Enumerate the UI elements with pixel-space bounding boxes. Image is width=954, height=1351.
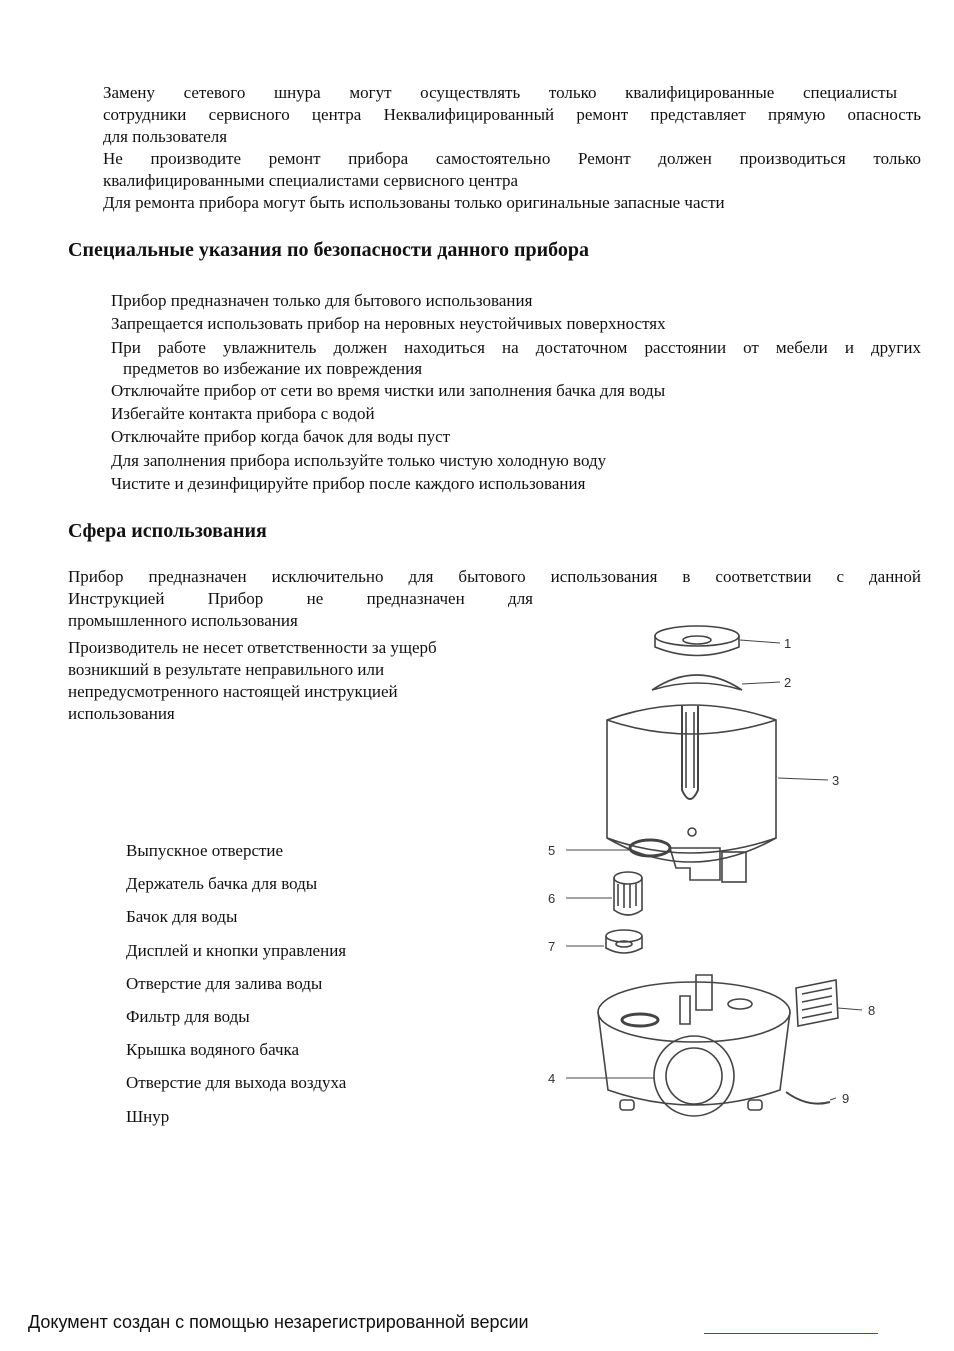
text-line: Замену сетевого шнура могут осуществлять только квалифицированные специалисты: [103, 83, 897, 102]
part-item: Крышка водяного бачка: [126, 1040, 300, 1060]
safety-item: Прибор предназначен только для бытового использования: [111, 291, 533, 310]
part-item: Бачок для воды: [126, 907, 238, 927]
callout-label: 1: [784, 636, 792, 651]
water-tank-part: [607, 705, 776, 882]
callout-label: 7: [548, 939, 556, 954]
footer-link-underline[interactable]: [704, 1332, 878, 1334]
safety-item: Запрещается использовать прибор на неровных неустойчивых поверхностях: [111, 314, 666, 334]
part-item: Дисплей и кнопки управления: [126, 940, 347, 960]
part-item: Фильтр для воды: [126, 1006, 250, 1026]
part-item: Отверстие для выхода воздуха: [126, 1073, 347, 1093]
safety-item: Чистите и дезинфицируйте прибор после каждого использования: [111, 474, 586, 494]
part-item: Шнур: [126, 1106, 170, 1126]
text-line: Не производите ремонт прибора самостоятельно Ремонт должен производиться только: [103, 149, 921, 168]
liability-paragraph: [68, 637, 528, 725]
safety-list: [111, 289, 921, 495]
cord-replacement-paragraph: [103, 82, 921, 214]
footer-note: Документ создан с помощью незарегистрированной версии: [28, 1312, 529, 1332]
text-line: сотрудники сервисного центра Неквалифицированный ремонт представляет прямую опасность: [103, 105, 921, 124]
humidifier-exploded-diagram: [540, 612, 900, 1132]
air-outlet-grille-part: [796, 980, 838, 1026]
safety-item: Избегайте контакта прибора с водой: [111, 404, 375, 424]
parts-list: [126, 840, 346, 1139]
text-line: Прибор предназначен исключительно для бытового использования в соответствии с данной: [68, 567, 921, 586]
text-line: для пользователя: [103, 127, 228, 146]
safety-item: предметов во избежание их повреждения: [123, 358, 423, 378]
filter-part: [606, 930, 642, 953]
safety-item: Для заполнения прибора используйте только чистую холодную воду: [111, 450, 607, 470]
part-item: Выпускное отверстие: [126, 841, 284, 860]
text-line: квалифицированными специалистами сервисного центра: [103, 171, 518, 190]
seal-part: [652, 675, 742, 690]
callout-label: 6: [548, 891, 556, 906]
text-line: использования: [68, 704, 175, 723]
part-item: Держатель бачка для воды: [126, 874, 318, 894]
safety-heading: Специальные указания по безопасности данного прибора: [68, 239, 589, 261]
text-line: Для ремонта прибора могут быть использованы только оригинальные запасные части: [103, 193, 725, 212]
base-part: [598, 975, 790, 1116]
callout-label: 9: [842, 1091, 850, 1106]
callout-label: 5: [548, 843, 556, 858]
callout-label: 4: [548, 1071, 556, 1086]
text-line: Инструкцией Прибор не предназначен для: [68, 589, 533, 608]
safety-item: Отключайте прибор когда бачок для воды пуст: [111, 427, 451, 447]
callout-label: 3: [832, 773, 840, 788]
text-line: промышленного использования: [68, 611, 298, 630]
text-line: непредусмотренного настоящей инструкцией: [68, 682, 398, 701]
part-item: Отверстие для залива воды: [126, 973, 323, 993]
safety-item: При работе увлажнитель должен находиться на достаточном расстоянии от мебели и других: [111, 337, 921, 357]
text-line: возникший в результате неправильного или: [68, 660, 385, 679]
callout-label: 8: [868, 1003, 876, 1018]
scope-heading: Сфера использования: [68, 520, 267, 542]
callout-label: 2: [784, 675, 792, 690]
safety-item: Отключайте прибор от сети во время чистки или заполнения бачка для воды: [111, 380, 666, 400]
text-line: Производитель не несет ответственности за ущерб: [68, 638, 437, 657]
valve-part: [614, 872, 642, 915]
cord-part: [786, 1092, 830, 1104]
top-cap-part: [655, 626, 739, 656]
